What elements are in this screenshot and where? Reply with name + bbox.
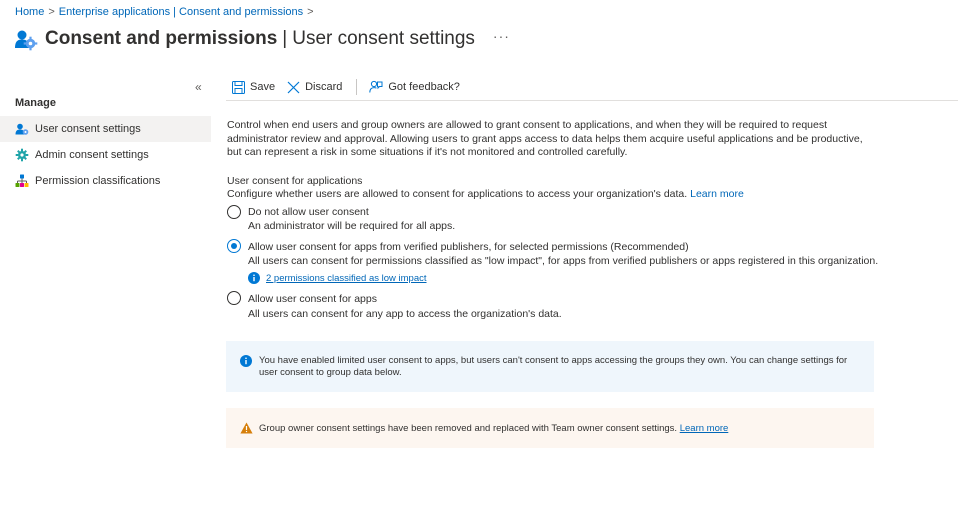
option-label[interactable]: Allow user consent for apps from verified publishers, for selected permissions (Recommended) (248, 241, 689, 253)
info-icon (248, 272, 260, 284)
permissions-info-row (248, 272, 427, 284)
user-gear-icon (14, 27, 38, 51)
breadcrumb-home-link[interactable]: Home (15, 6, 45, 18)
hierarchy-icon (15, 174, 29, 188)
discard-label: Discard (305, 81, 343, 93)
permissions-classified-link[interactable]: 2 permissions classified as low impact (266, 272, 427, 284)
radio-allow-all-apps[interactable] (227, 291, 241, 305)
section-description-text: Configure whether users are allowed to consent for applications to access your organization's data. (227, 188, 688, 200)
feedback-icon (369, 80, 383, 94)
option-label[interactable]: Allow user consent for apps (248, 293, 377, 305)
page-subtitle: User consent settings (292, 28, 475, 49)
save-label: Save (250, 81, 276, 93)
save-button[interactable] (232, 81, 275, 94)
radio-allow-verified-publishers[interactable] (227, 239, 241, 253)
breadcrumb-separator: > (307, 6, 314, 18)
discard-button[interactable] (287, 81, 342, 94)
sidebar-section-label: Manage (15, 97, 56, 109)
page-header (14, 27, 510, 51)
sidebar-item-label: Permission classifications (35, 175, 161, 187)
info-message-text: You have enabled limited user consent to apps, but users can't consent to apps accessing the groups they own. You can change settings for user consent to group data below. (259, 355, 848, 378)
warning-message (259, 423, 728, 434)
sidebar-item-label: Admin consent settings (35, 149, 149, 161)
toolbar-divider-line (226, 100, 958, 101)
warning-message-text: Group owner consent settings have been removed and replaced with Team owner consent settings. (259, 423, 678, 434)
section-title: User consent for applications (227, 175, 363, 187)
more-options-button[interactable]: ··· (492, 28, 510, 44)
warning-learn-more-link[interactable]: Learn more (679, 423, 729, 434)
breadcrumb-parent-link[interactable]: Enterprise applications | Consent and permissions (58, 6, 304, 18)
warning-icon (240, 422, 253, 434)
page-description: Control when end users and group owners are allowed to grant consent to applications, and when they will be required to request administrator review and approval. Allowing users to grant apps access to data helps them acquire useful applications and be productive, but can represent a risk in some situations if it's not monitored and controlled carefully. (227, 119, 863, 158)
toolbar-divider (356, 79, 357, 95)
save-icon (232, 81, 245, 94)
breadcrumb-separator: > (48, 6, 55, 18)
section-description (227, 188, 744, 200)
option-description: All users can consent for permissions classified as "low impact", for apps from verified publishers or apps registered in this organization. (248, 255, 879, 267)
command-bar (232, 78, 472, 96)
option-label[interactable]: Do not allow user consent (248, 206, 369, 218)
warning-message-bar (226, 408, 874, 448)
page-title: Consent and permissions (45, 28, 278, 49)
sidebar-item-permission-classifications[interactable] (0, 168, 211, 194)
user-gear-icon (15, 122, 29, 136)
collapse-sidebar-button[interactable]: « (195, 80, 202, 94)
close-icon (287, 81, 300, 94)
sidebar-item-admin-consent-settings[interactable] (0, 142, 211, 168)
sidebar-item-user-consent-settings[interactable] (0, 116, 211, 142)
feedback-label: Got feedback? (388, 81, 460, 93)
gear-icon (15, 148, 29, 162)
info-icon (240, 355, 252, 367)
option-description: An administrator will be required for all apps. (248, 220, 456, 232)
sidebar-item-label: User consent settings (35, 123, 141, 135)
feedback-button[interactable] (369, 80, 460, 94)
info-message-bar (226, 341, 874, 392)
radio-do-not-allow[interactable] (227, 205, 241, 219)
sidebar (0, 96, 211, 194)
title-separator: | (282, 28, 288, 49)
learn-more-link[interactable]: Learn more (690, 188, 744, 200)
breadcrumb (15, 6, 318, 18)
option-description: All users can consent for any app to access the organization's data. (248, 308, 562, 320)
